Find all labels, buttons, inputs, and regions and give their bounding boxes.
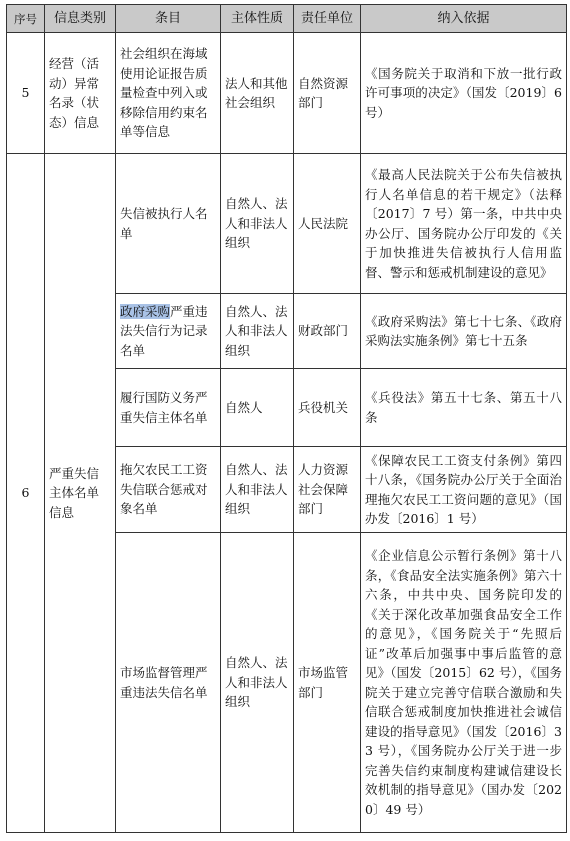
- row-item: 履行国防义务严重失信主体名单: [116, 369, 221, 447]
- row-item: 市场监督管理严重违法失信名单: [116, 533, 221, 833]
- row-nature: 法人和其他社会组织: [221, 33, 294, 154]
- header-item: 条目: [116, 5, 221, 33]
- row-seq: 5: [7, 33, 45, 154]
- header-unit: 责任单位: [294, 5, 361, 33]
- highlighted-text[interactable]: 政府采购: [120, 303, 171, 319]
- row-category: 严重失信主体名单信息: [45, 154, 116, 833]
- row-item: 失信被执行人名单: [116, 154, 221, 294]
- row-basis: 《保障农民工工资支付条例》第四十八条，《国务院办公厅关于全面治理拖欠农民工工资问题的意见》（国办发〔2016〕1 号）: [361, 447, 567, 533]
- row-nature: 自然人: [221, 369, 294, 447]
- row-unit: 市场监管部门: [294, 533, 361, 833]
- row-nature: 自然人、法人和非法人组织: [221, 447, 294, 533]
- row-basis: 《企业信息公示暂行条例》第十八条，《食品安全法实施条例》第六十六条，中共中央、国务院印发的《关于深化改革加强食品安全工作的意见》，《国务院关于“先照后证”改革后加强事中事后监管的意见》（国发〔2015〕62 号），《国务院关于建立完善守信联合激励和失信联合惩戒制度加快推进社会诚信建设的指导意见》（国发〔2016〕33 号），《国务院办公厅关于进一步完善失信约束制度构建诚信建设长效机制的指导意见》（国办发〔2020〕49 号）: [361, 533, 567, 833]
- header-seq: 序号: [7, 5, 45, 33]
- header-row: [7, 5, 567, 33]
- row-basis: 《最高人民法院关于公布失信被执行人名单信息的若干规定》（法释〔2017〕7 号）第一条，中共中央办公厅、国务院办公厅印发的《关于加快推进失信被执行人信用监督、警示和惩戒机制建设的意见》: [361, 154, 567, 294]
- row-category: 经营（活动）异常名录（状态）信息: [45, 33, 116, 154]
- header-category: 信息类别: [45, 5, 116, 33]
- row-unit: 人民法院: [294, 154, 361, 294]
- row-unit: 财政部门: [294, 294, 361, 369]
- header-nature: 主体性质: [221, 5, 294, 33]
- row-item: 社会组织在海域使用论证报告质量检查中列入或移除信用约束名单等信息: [116, 33, 221, 154]
- row-nature: 自然人、法人和非法人组织: [221, 533, 294, 833]
- row-nature: 自然人、法人和非法人组织: [221, 154, 294, 294]
- row-unit: 自然资源部门: [294, 33, 361, 154]
- document-page: [6, 4, 566, 833]
- row-basis: 《国务院关于取消和下放一批行政许可事项的决定》（国发〔2019〕6 号）: [361, 33, 567, 154]
- row-basis: 《兵役法》第五十七条、第五十八条: [361, 369, 567, 447]
- row-basis: 《政府采购法》第七十七条、《政府采购法实施条例》第七十五条: [361, 294, 567, 369]
- row-item: [116, 294, 221, 369]
- row-seq: 6: [7, 154, 45, 833]
- row-unit: 兵役机关: [294, 369, 361, 447]
- row-unit: 人力资源社会保障部门: [294, 447, 361, 533]
- header-basis: 纳入依据: [361, 5, 567, 33]
- table-row: [7, 154, 567, 294]
- row-nature: 自然人、法人和非法人组织: [221, 294, 294, 369]
- table-row: [7, 33, 567, 154]
- row-item-rest: 严重违法失信行为记录名单: [120, 303, 208, 358]
- row-item: 拖欠农民工工资失信联合惩戒对象名单: [116, 447, 221, 533]
- credit-info-table: [6, 4, 567, 833]
